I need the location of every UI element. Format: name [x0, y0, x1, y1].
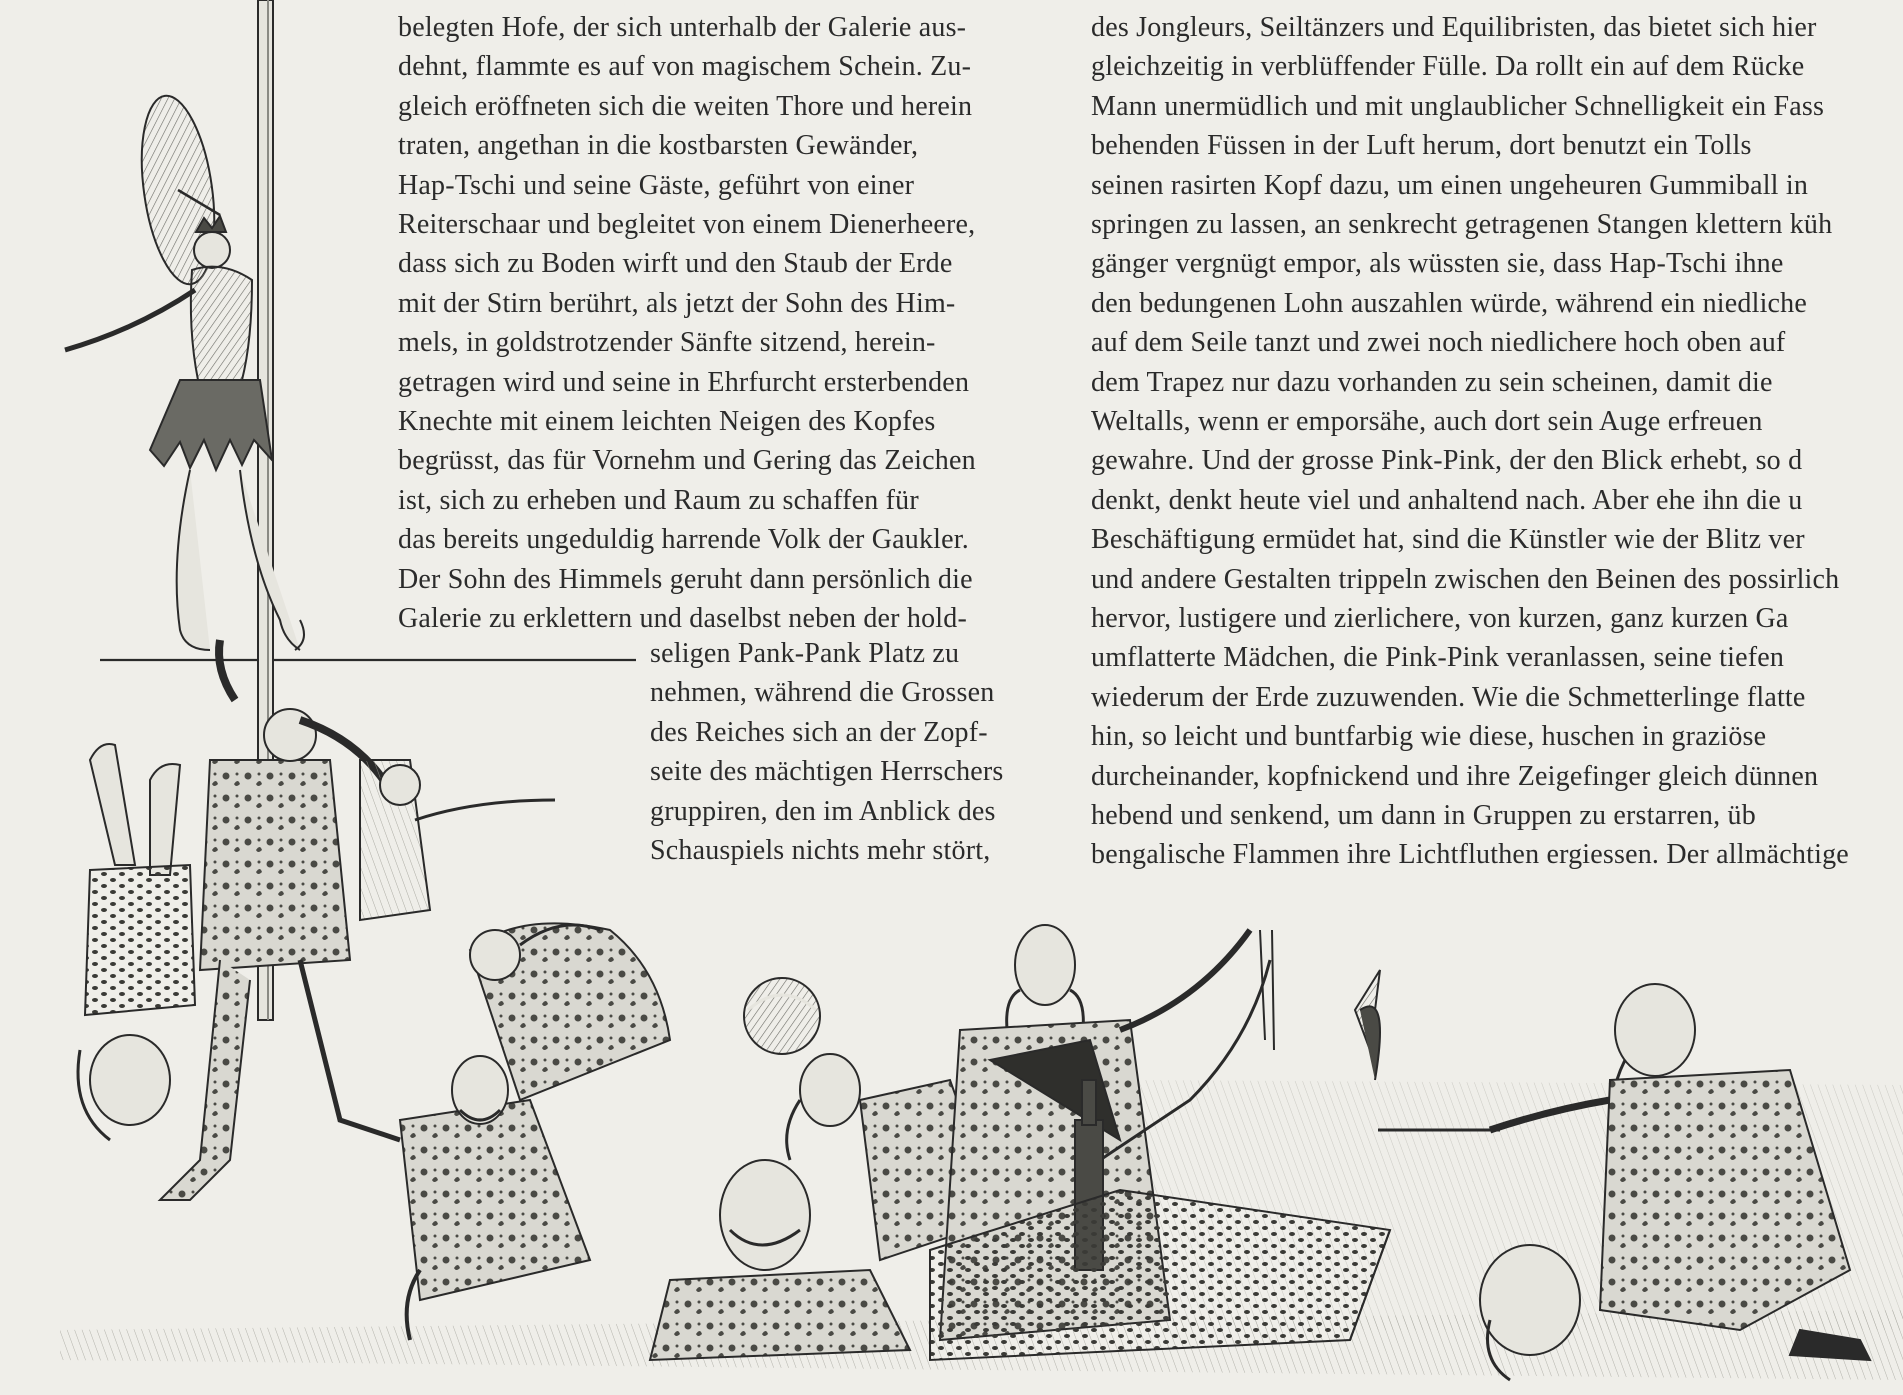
text-line: seligen Pank-Pank Platz zu: [650, 638, 960, 669]
text-line: Galerie zu erklettern und daselbst neben der hold-: [398, 603, 968, 634]
text-line: Hap-Tschi und seine Gäste, geführt von einer: [398, 169, 915, 201]
text-line: nehmen, während die Grossen: [650, 677, 995, 709]
text-line: gruppiren, den im Anblick des: [650, 795, 996, 827]
text-line: hebend und senkend, um dann in Gruppen zu erstarren, üb: [1091, 800, 1756, 831]
text-line: seite des mächtigen Herrschers: [650, 756, 1004, 788]
text-line: dem Trapez nur dazu vorhanden zu sein scheinen, damit die: [1091, 366, 1773, 398]
text-line: Beschäftigung ermüdet hat, sind die Künstler wie der Blitz ver: [1091, 524, 1805, 556]
text-line: wiederum der Erde zuzuwenden. Wie die Schmetterlinge flatte: [1091, 681, 1806, 713]
text-line: springen zu lassen, an senkrecht getragenen Stangen klettern küh: [1091, 209, 1833, 240]
text-line: Reiterschaar und begleitet von einem Dienerheere,: [398, 209, 976, 240]
text-line: dehnt, flammte es auf von magischem Schein. Zu-: [398, 51, 972, 83]
text-line: das bereits ungeduldig harrende Volk der Gaukler.: [398, 524, 969, 556]
text-line: Mann unermüdlich und mit unglaublicher Schnelligkeit ein Fass: [1091, 90, 1825, 122]
text-line: belegten Hofe, der sich unterhalb der Galerie aus-: [398, 12, 967, 43]
text-line: gewahre. Und der grosse Pink-Pink, der den Blick erhebt, so d: [1091, 445, 1803, 477]
text-line: hervor, lustigere und zierlichere, von kurzen, ganz kurzen Ga: [1091, 603, 1789, 634]
text-line: hin, so leicht und buntfarbig wie diese, huschen in graziöse: [1091, 721, 1767, 753]
acrobats-left-group: [78, 640, 670, 1340]
text-line: Schauspiels nichts mehr stört,: [650, 835, 991, 866]
text-line: durcheinander, kopfnickend und ihre Zeigefinger gleich dünnen: [1091, 760, 1819, 792]
right-text-column: [1091, 8, 1903, 888]
text-line: getragen wird und seine in Ehrfurcht ersterbenden: [398, 366, 970, 398]
text-line: mit der Stirn berührt, als jetzt der Sohn des Him-: [398, 287, 956, 319]
text-line: seinen rasirten Kopf dazu, um einen ungeheuren Gummiball in: [1091, 169, 1809, 201]
text-line: dass sich zu Boden wirft und den Staub der Erde: [398, 248, 953, 280]
text-line: traten, angethan in die kostbarsten Gewänder,: [398, 130, 919, 162]
text-line: umflatterte Mädchen, die Pink-Pink veranlassen, seine tiefen: [1091, 642, 1785, 674]
text-line: auf dem Seile tanzt und zwei noch niedlichere hoch oben auf: [1091, 327, 1786, 359]
text-line: gleichzeitig in verblüffender Fülle. Da rollt ein auf dem Rücke: [1091, 51, 1805, 83]
text-line: den bedungenen Lohn auszahlen würde, während ein niedliche: [1091, 287, 1808, 319]
text-line: ist, sich zu erheben und Raum zu schaffen für: [398, 484, 919, 516]
text-line: Weltalls, wenn er emporsähe, auch dort sein Auge erfreuen: [1091, 406, 1763, 437]
text-line: gänger vergnügt empor, als wüssten sie, dass Hap-Tschi ihne: [1091, 248, 1784, 280]
text-line: denkt, denkt heute viel und anhaltend nach. Aber ehe ihn die u: [1091, 484, 1803, 516]
text-line: und andere Gestalten trippeln zwischen den Beinen des possirlich: [1091, 563, 1840, 595]
text-line: Der Sohn des Himmels geruht dann persönlich die: [398, 563, 973, 595]
text-line: des Reiches sich an der Zopf-: [650, 716, 988, 748]
text-line: bengalische Flammen ihre Lichtfluthen ergiessen. Der allmächtige: [1091, 839, 1849, 871]
text-line: behenden Füssen in der Luft herum, dort benutzt ein Tolls: [1091, 130, 1752, 162]
text-line: mels, in goldstrotzender Sänfte sitzend, herein-: [398, 327, 936, 359]
text-line: begrüsst, das für Vornehm und Gering das Zeichen: [398, 445, 976, 477]
text-line: des Jongleurs, Seiltänzers und Equilibristen, das bietet sich hier: [1091, 12, 1817, 43]
text-line: Knechte mit einem leichten Neigen des Kopfes: [398, 406, 936, 437]
text-line: gleich eröffneten sich die weiten Thore und herein: [398, 90, 973, 122]
